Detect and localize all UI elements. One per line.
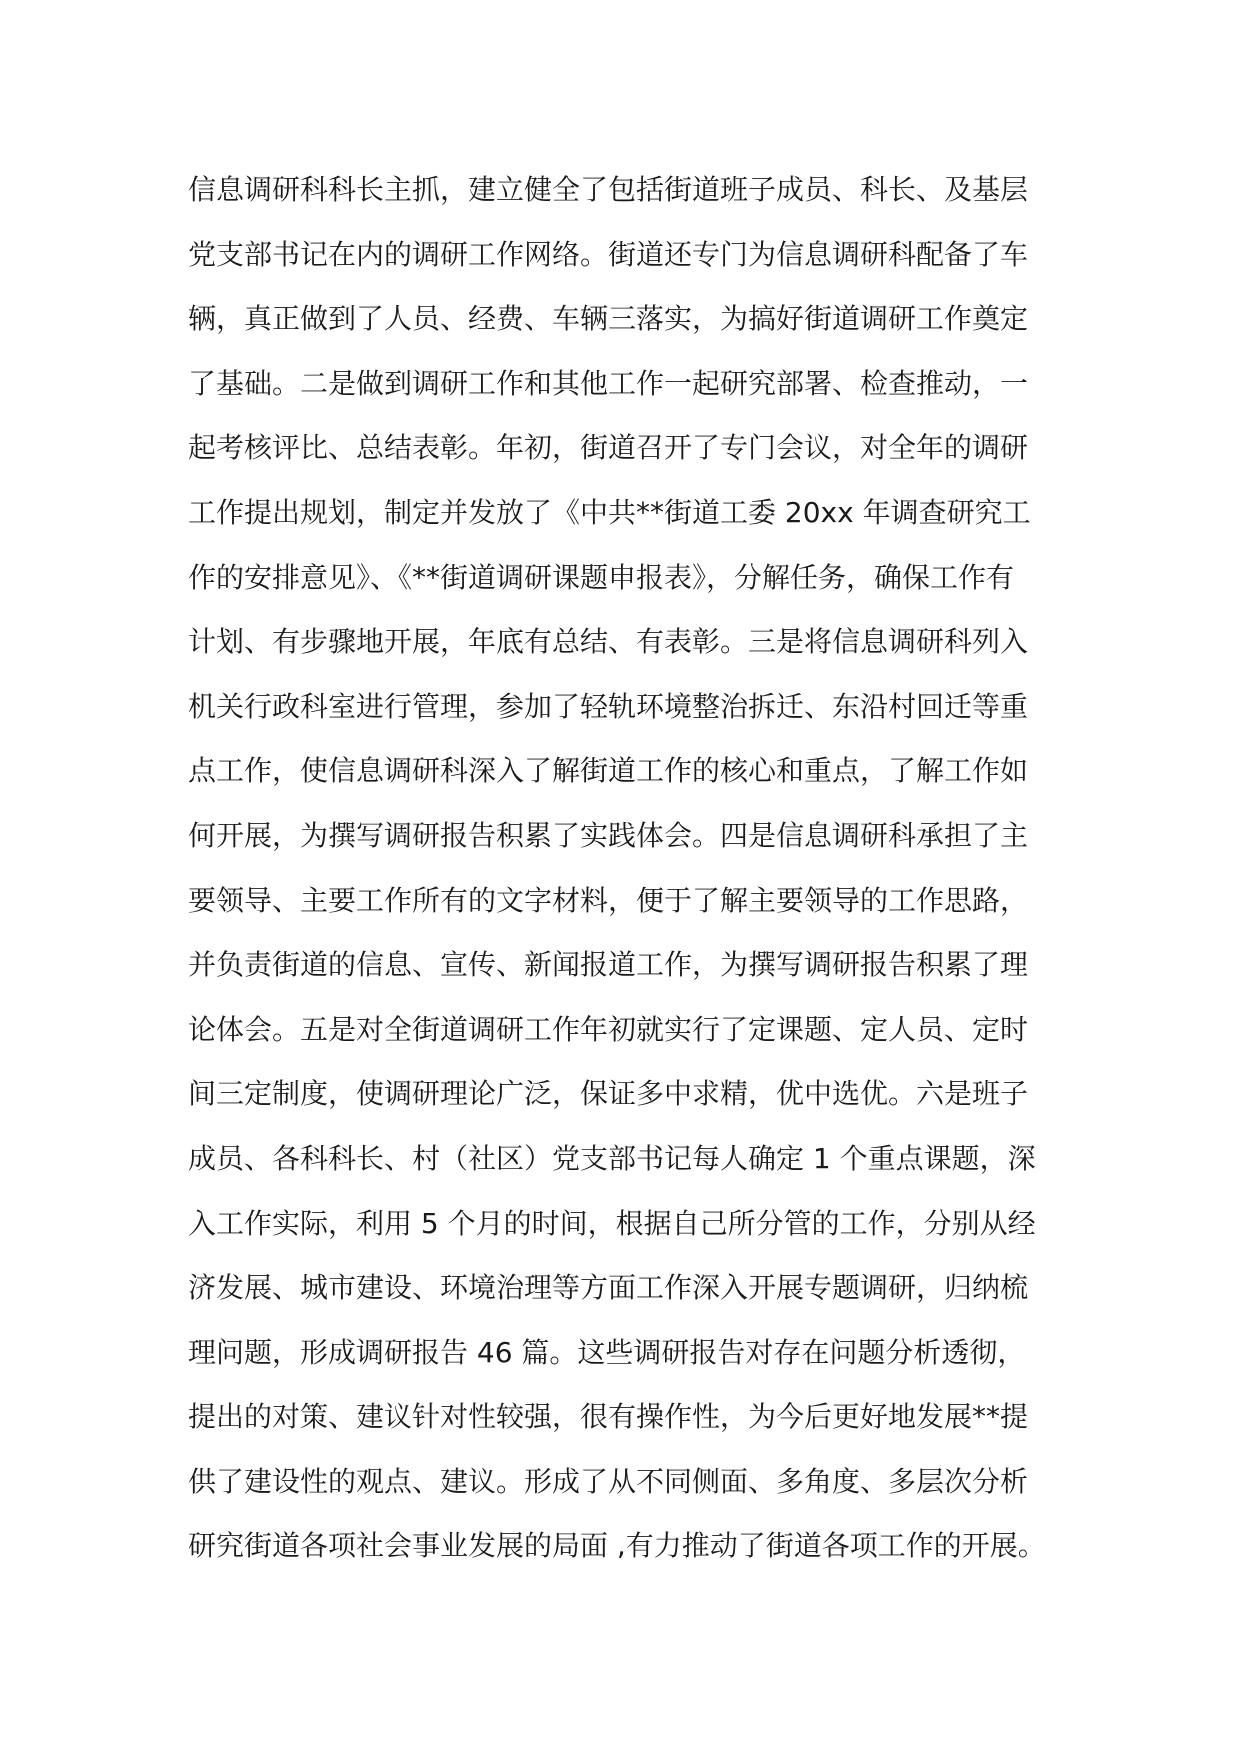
text-line: 何开展，为撰写调研报告积累了实践体会。四是信息调研科承担了主 bbox=[188, 818, 1029, 852]
text-line: 要领导、主要工作所有的文字材料，便于了解主要领导的工作思路， bbox=[188, 883, 1029, 917]
text-line: 计划、有步骤地开展，年底有总结、有表彰。三是将信息调研科列入 bbox=[188, 625, 1029, 659]
text-line: 理问题，形成调研报告 46 篇。这些调研报告对存在问题分析透彻， bbox=[188, 1335, 1026, 1369]
text-line: 提出的对策、建议针对性较强，很有操作性，为今后更好地发展**提 bbox=[188, 1400, 1029, 1434]
text-line: 点工作，使信息调研科深入了解街道工作的核心和重点，了解工作如 bbox=[188, 754, 1029, 788]
text-line: 济发展、城市建设、环境治理等方面工作深入开展专题调研，归纳梳 bbox=[188, 1271, 1029, 1305]
text-line: 研究街道各项社会事业发展的局面 ,有力推动了街道各项工作的开展。 bbox=[188, 1529, 1046, 1563]
text-line: 入工作实际，利用 5 个月的时间，根据自己所分管的工作，分别从经 bbox=[188, 1206, 1036, 1240]
text-line: 起考核评比、总结表彰。年初，街道召开了专门会议，对全年的调研 bbox=[188, 431, 1029, 465]
text-line: 供了建设性的观点、建议。形成了从不同侧面、多角度、多层次分析 bbox=[188, 1464, 1029, 1498]
text-line: 机关行政科室进行管理，参加了轻轨环境整治拆迁、东沿村回迁等重 bbox=[188, 689, 1029, 723]
text-line: 信息调研科科长主抓，建立健全了包括街道班子成员、科长、及基层 bbox=[188, 173, 1029, 206]
text-line: 作的安排意见》、《**街道调研课题申报表》，分解任务，确保工作有 bbox=[188, 560, 1015, 594]
text-line: 间三定制度，使调研理论广泛，保证多中求精，优中选优。六是班子 bbox=[188, 1077, 1029, 1111]
text-line: 辆，真正做到了人员、经费、车辆三落实，为搞好街道调研工作奠定 bbox=[188, 302, 1029, 336]
text-line: 工作提出规划，制定并发放了《中共**街道工委 20xx 年调查研究工 bbox=[188, 495, 1031, 529]
text-line: 成员、各科科长、村（社区）党支部书记每人确定 1 个重点课题，深 bbox=[188, 1141, 1036, 1175]
text-line: 党支部书记在内的调研工作网络。街道还专门为信息调研科配备了车 bbox=[188, 237, 1029, 271]
text-line: 了基础。二是做到调研工作和其他工作一起研究部署、检查推动，一 bbox=[188, 366, 1029, 400]
text-line: 论体会。五是对全街道调研工作年初就实行了定课题、定人员、定时 bbox=[188, 1012, 1029, 1046]
text-line: 并负责街道的信息、宣传、新闻报道工作，为撰写调研报告积累了理 bbox=[188, 948, 1029, 982]
body-paragraph bbox=[188, 158, 1088, 1579]
